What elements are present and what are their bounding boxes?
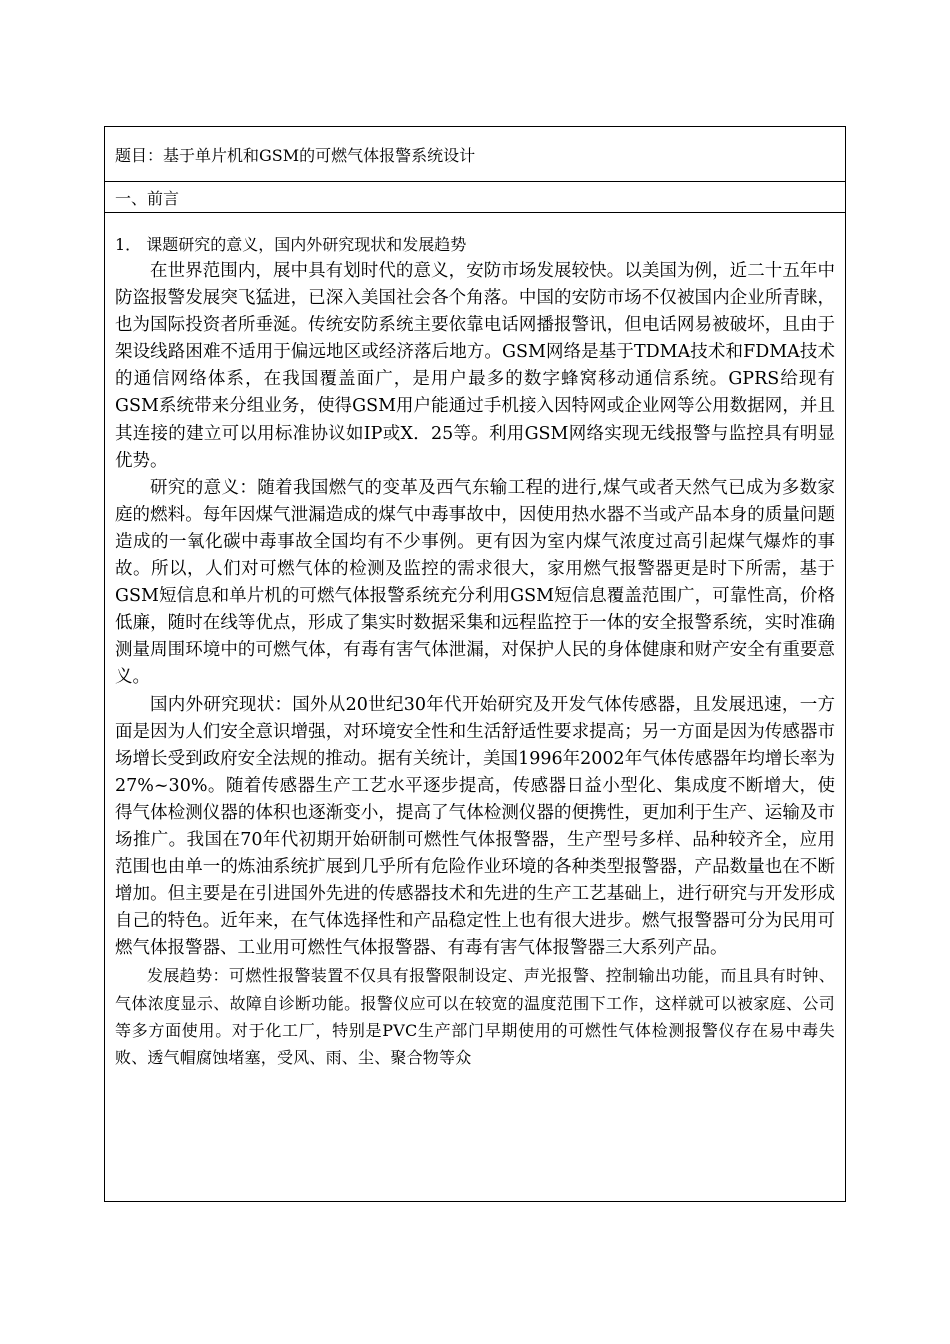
trend-text: ：可燃性报警装置不仅具有报警限制设定、声光报警、控制输出功能，而且具有时钟、气体浓度显示、故障自诊断功能。报警仪应可以在较宽的温度范围下工作，这样就可以被家庭、公司等多方面使用。对于化工厂，特别是PVC生产部门早期使用的可燃性气体检测报警仪存在易中毒失败、透气帽腐蚀堵塞，受风、雨、尘、聚合物等众 — [115, 966, 835, 1068]
body-cell — [105, 213, 845, 1201]
trend-lead: 发展趋势 — [147, 966, 213, 986]
document-title: 题目：基于单片机和GSM的可燃气体报警系统设计 — [115, 145, 476, 165]
section-row — [105, 182, 845, 213]
paragraph-2: 研究的意义：随着我国燃气的变革及西气东输工程的进行,煤气或者天然气已成为多数家庭的燃料。每年因煤气泄漏造成的煤气中毒事故中，因使用热水器不当或产品本身的质量问题造成的一氧化碳中毒事故全国均有不少事例。更有因为室内煤气浓度过高引起煤气爆炸的事故。所以，人们对可燃气体的检测及监控的需求很大，家用燃气报警器更是时下所需，基于GSM短信息和单片机的可燃气体报警系统充分利用GSM短信息覆盖范围广，可靠性高，价格低廉，随时在线等优点，形成了集实时数据采集和远程监控于一体的安全报警系统，实时准确测量周围环境中的可燃气体，有毒有害气体泄漏，对保护人民的身体健康和财产安全有重要意义。 — [115, 477, 835, 688]
subheading: 1． 课题研究的意义，国内外研究现状和发展趋势 — [115, 235, 467, 254]
paragraph-4 — [115, 962, 835, 1071]
document-table — [104, 126, 846, 1202]
paragraph-1: 在世界范围内，展中具有划时代的意义，安防市场发展较快。以美国为例，近二十五年中防盗报警发展突飞猛进，已深入美国社会各个角落。中国的安防市场不仅被国内企业所青睐，也为国际投资者所垂涎。传统安防系统主要依靠电话网播报警讯，但电话网易被破坏，且由于架设线路困难不适用于偏远地区或经济落后地方。GSM网络是基于TDMA技术和FDMA技术的通信网络体系，在我国覆盖面广，是用户最多的数字蜂窝移动通信系统。GPRS给现有GSM系统带来分组业务，使得GSM用户能通过手机接入因特网或企业网等公用数据网，并且其连接的建立可以用标准协议如IP或X．25等。利用GSM网络实现无线报警与监控具有明显优势。 — [115, 261, 835, 471]
title-row — [105, 127, 845, 182]
paragraph-3: 国内外研究现状：国外从20世纪30年代开始研究及开发气体传感器，且发展迅速，一方面是因为人们安全意识增强，对环境安全性和生活舒适性要求提高；另一方面是因为传感器市场增长受到政府安全法规的推动。据有关统计，美国1996年2002年气体传感器年均增长率为27%~30%。随着传感器生产工艺水平逐步提高，传感器日益小型化、集成度不断增大，使得气体检测仪器的体积也逐渐变小，提高了气体检测仪器的便携性，更加利于生产、运输及市场推广。我国在70年代初期开始研制可燃性气体报警器，生产型号多样、品种较齐全，应用范围也由单一的炼油系统扩展到几乎所有危险作业环境的各种类型报警器，产品数量也在不断增加。但主要是在引进国外先进的传感器技术和先进的生产工艺基础上，进行研究与开发形成自己的特色。近年来，在气体选择性和产品稳定性上也有很大进步。燃气报警器可分为民用可燃气体报警器、工业用可燃性气体报警器、有毒有害气体报警器三大系列产品。 — [115, 694, 835, 959]
section-heading: 一、前言 — [115, 188, 180, 208]
